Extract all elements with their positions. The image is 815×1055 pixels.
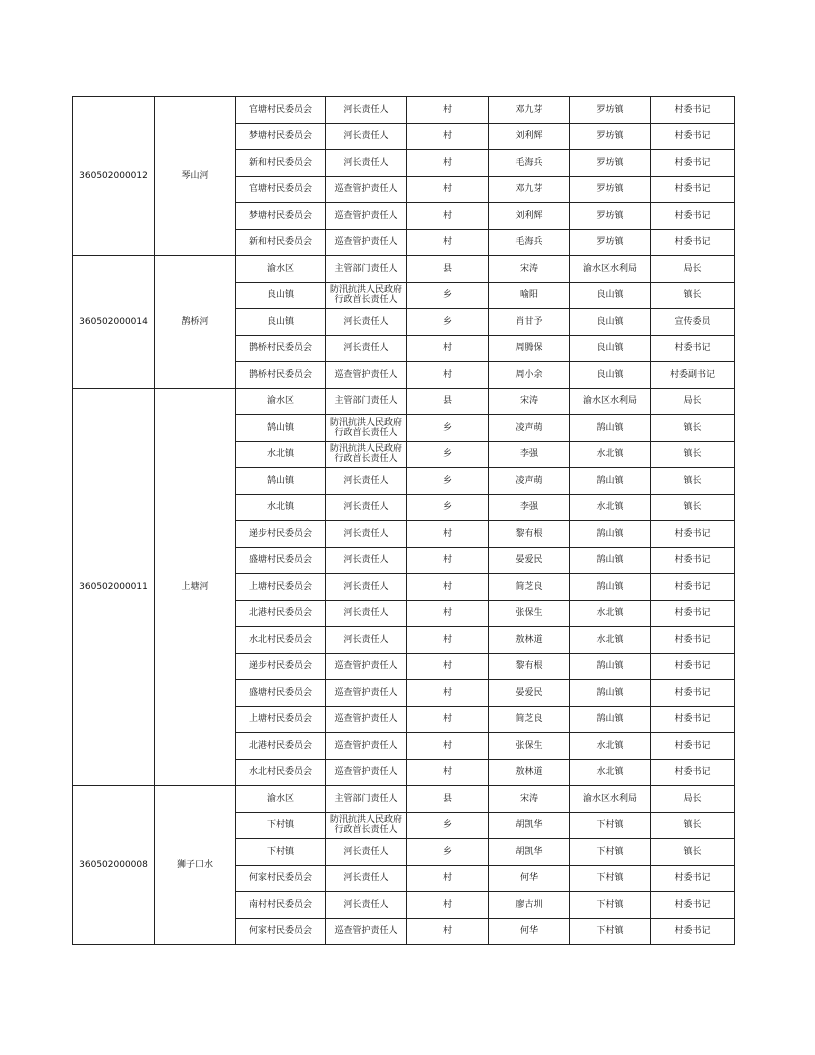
unit-cell: 鹄山镇 [570, 653, 651, 680]
role-cell: 巡查管护责任人 [326, 362, 407, 389]
unit-cell: 罗坊镇 [570, 203, 651, 230]
unit-cell: 罗坊镇 [570, 176, 651, 203]
level-cell: 村 [407, 680, 489, 707]
role-cell: 河长责任人 [326, 150, 407, 177]
role-cell: 巡查管护责任人 [326, 653, 407, 680]
level-cell: 村 [407, 892, 489, 919]
position-cell: 镇长 [651, 441, 735, 468]
village-cell: 官塘村民委员会 [236, 97, 326, 124]
village-cell: 水北镇 [236, 494, 326, 521]
role-cell: 河长责任人 [326, 521, 407, 548]
unit-cell: 良山镇 [570, 362, 651, 389]
person-cell: 敖林道 [489, 759, 570, 786]
level-cell: 乡 [407, 441, 489, 468]
village-cell: 上塘村民委员会 [236, 574, 326, 601]
table-body [73, 97, 735, 945]
village-cell: 北港村民委员会 [236, 600, 326, 627]
unit-cell: 鹄山镇 [570, 521, 651, 548]
river-chief-table [72, 96, 735, 945]
village-cell: 鹄山镇 [236, 468, 326, 495]
village-cell: 鹄山镇 [236, 415, 326, 442]
level-cell: 村 [407, 600, 489, 627]
role-cell: 防汛抗洪人民政府行政首长责任人 [326, 415, 407, 442]
person-cell: 简芝良 [489, 706, 570, 733]
table-row [73, 97, 735, 124]
role-cell: 巡查管护责任人 [326, 229, 407, 256]
person-cell: 肖甘予 [489, 309, 570, 336]
village-cell: 渝水区 [236, 256, 326, 283]
person-cell: 胡凯华 [489, 812, 570, 839]
unit-cell: 水北镇 [570, 494, 651, 521]
role-cell: 河长责任人 [326, 600, 407, 627]
position-cell: 村委书记 [651, 733, 735, 760]
unit-cell: 罗坊镇 [570, 229, 651, 256]
village-cell: 下村镇 [236, 839, 326, 866]
unit-cell: 下村镇 [570, 892, 651, 919]
position-cell: 村委书记 [651, 653, 735, 680]
person-cell: 周小余 [489, 362, 570, 389]
unit-cell: 罗坊镇 [570, 150, 651, 177]
position-cell: 镇长 [651, 282, 735, 309]
position-cell: 村委书记 [651, 176, 735, 203]
village-cell: 盛塘村民委员会 [236, 680, 326, 707]
unit-cell: 罗坊镇 [570, 123, 651, 150]
person-cell: 毛海兵 [489, 150, 570, 177]
role-cell: 河长责任人 [326, 468, 407, 495]
river-name-cell: 琴山河 [155, 97, 236, 256]
person-cell: 张保生 [489, 600, 570, 627]
role-cell: 河长责任人 [326, 547, 407, 574]
river-name-cell: 上塘河 [155, 388, 236, 786]
role-cell: 河长责任人 [326, 494, 407, 521]
level-cell: 村 [407, 547, 489, 574]
person-cell: 晏爱民 [489, 680, 570, 707]
unit-cell: 渝水区水利局 [570, 256, 651, 283]
position-cell: 村委书记 [651, 680, 735, 707]
level-cell: 县 [407, 256, 489, 283]
person-cell: 李强 [489, 441, 570, 468]
position-cell: 镇长 [651, 415, 735, 442]
role-cell: 防汛抗洪人民政府行政首长责任人 [326, 441, 407, 468]
role-cell: 河长责任人 [326, 97, 407, 124]
unit-cell: 水北镇 [570, 627, 651, 654]
village-cell: 南村村民委员会 [236, 892, 326, 919]
role-cell: 巡查管护责任人 [326, 680, 407, 707]
role-cell: 河长责任人 [326, 839, 407, 866]
level-cell: 村 [407, 759, 489, 786]
level-cell: 乡 [407, 839, 489, 866]
position-cell: 局长 [651, 786, 735, 813]
unit-cell: 良山镇 [570, 335, 651, 362]
level-cell: 乡 [407, 282, 489, 309]
position-cell: 村委书记 [651, 865, 735, 892]
role-cell: 防汛抗洪人民政府行政首长责任人 [326, 282, 407, 309]
unit-cell: 渝水区水利局 [570, 786, 651, 813]
unit-cell: 水北镇 [570, 441, 651, 468]
position-cell: 镇长 [651, 812, 735, 839]
village-cell: 梦塘村民委员会 [236, 123, 326, 150]
position-cell: 村委书记 [651, 97, 735, 124]
level-cell: 乡 [407, 415, 489, 442]
unit-cell: 良山镇 [570, 309, 651, 336]
village-cell: 鹊桥村民委员会 [236, 335, 326, 362]
position-cell: 村委书记 [651, 123, 735, 150]
level-cell: 乡 [407, 309, 489, 336]
position-cell: 村委书记 [651, 574, 735, 601]
position-cell: 村委书记 [651, 706, 735, 733]
village-cell: 官塘村民委员会 [236, 176, 326, 203]
unit-cell: 水北镇 [570, 600, 651, 627]
unit-cell: 鹄山镇 [570, 706, 651, 733]
unit-cell: 良山镇 [570, 282, 651, 309]
position-cell: 村委书记 [651, 229, 735, 256]
level-cell: 乡 [407, 812, 489, 839]
unit-cell: 水北镇 [570, 733, 651, 760]
village-cell: 何家村民委员会 [236, 918, 326, 945]
person-cell: 黎有根 [489, 653, 570, 680]
person-cell: 黎有根 [489, 521, 570, 548]
person-cell: 宋涛 [489, 388, 570, 415]
person-cell: 喻阳 [489, 282, 570, 309]
position-cell: 局长 [651, 388, 735, 415]
village-cell: 递步村民委员会 [236, 653, 326, 680]
unit-cell: 鹄山镇 [570, 468, 651, 495]
village-cell: 下村镇 [236, 812, 326, 839]
person-cell: 张保生 [489, 733, 570, 760]
unit-cell: 鹄山镇 [570, 574, 651, 601]
position-cell: 镇长 [651, 494, 735, 521]
position-cell: 村委书记 [651, 150, 735, 177]
position-cell: 局长 [651, 256, 735, 283]
village-cell: 梦塘村民委员会 [236, 203, 326, 230]
person-cell: 何华 [489, 918, 570, 945]
role-cell: 防汛抗洪人民政府行政首长责任人 [326, 812, 407, 839]
level-cell: 村 [407, 176, 489, 203]
unit-cell: 渝水区水利局 [570, 388, 651, 415]
person-cell: 邓九芽 [489, 176, 570, 203]
village-cell: 上塘村民委员会 [236, 706, 326, 733]
river-code-cell: 360502000012 [73, 97, 155, 256]
unit-cell: 下村镇 [570, 918, 651, 945]
role-cell: 主管部门责任人 [326, 256, 407, 283]
person-cell: 廖古圳 [489, 892, 570, 919]
level-cell: 村 [407, 733, 489, 760]
position-cell: 村委副书记 [651, 362, 735, 389]
person-cell: 凌声萌 [489, 415, 570, 442]
person-cell: 刘利辉 [489, 123, 570, 150]
table-row [73, 256, 735, 283]
level-cell: 村 [407, 335, 489, 362]
position-cell: 村委书记 [651, 203, 735, 230]
level-cell: 县 [407, 388, 489, 415]
village-cell: 良山镇 [236, 309, 326, 336]
role-cell: 主管部门责任人 [326, 786, 407, 813]
person-cell: 邓九芽 [489, 97, 570, 124]
table-row [73, 786, 735, 813]
person-cell: 宋涛 [489, 786, 570, 813]
position-cell: 村委书记 [651, 627, 735, 654]
level-cell: 村 [407, 150, 489, 177]
level-cell: 村 [407, 653, 489, 680]
unit-cell: 下村镇 [570, 865, 651, 892]
role-cell: 巡查管护责任人 [326, 176, 407, 203]
person-cell: 李强 [489, 494, 570, 521]
village-cell: 良山镇 [236, 282, 326, 309]
level-cell: 村 [407, 123, 489, 150]
level-cell: 村 [407, 362, 489, 389]
level-cell: 村 [407, 229, 489, 256]
village-cell: 新和村民委员会 [236, 150, 326, 177]
level-cell: 村 [407, 918, 489, 945]
person-cell: 凌声萌 [489, 468, 570, 495]
person-cell: 周腾保 [489, 335, 570, 362]
position-cell: 村委书记 [651, 547, 735, 574]
person-cell: 宋涛 [489, 256, 570, 283]
level-cell: 县 [407, 786, 489, 813]
person-cell: 简芝良 [489, 574, 570, 601]
table-row [73, 388, 735, 415]
role-cell: 巡查管护责任人 [326, 706, 407, 733]
level-cell: 村 [407, 627, 489, 654]
unit-cell: 鹄山镇 [570, 415, 651, 442]
position-cell: 村委书记 [651, 918, 735, 945]
person-cell: 毛海兵 [489, 229, 570, 256]
village-cell: 水北村民委员会 [236, 627, 326, 654]
role-cell: 河长责任人 [326, 865, 407, 892]
position-cell: 村委书记 [651, 600, 735, 627]
level-cell: 村 [407, 865, 489, 892]
position-cell: 村委书记 [651, 521, 735, 548]
village-cell: 何家村民委员会 [236, 865, 326, 892]
position-cell: 村委书记 [651, 892, 735, 919]
village-cell: 北港村民委员会 [236, 733, 326, 760]
unit-cell: 鹄山镇 [570, 547, 651, 574]
person-cell: 胡凯华 [489, 839, 570, 866]
unit-cell: 鹄山镇 [570, 680, 651, 707]
person-cell: 敖林道 [489, 627, 570, 654]
unit-cell: 水北镇 [570, 759, 651, 786]
village-cell: 新和村民委员会 [236, 229, 326, 256]
river-code-cell: 360502000011 [73, 388, 155, 786]
level-cell: 村 [407, 203, 489, 230]
village-cell: 渝水区 [236, 388, 326, 415]
person-cell: 刘利辉 [489, 203, 570, 230]
position-cell: 镇长 [651, 839, 735, 866]
role-cell: 巡查管护责任人 [326, 733, 407, 760]
village-cell: 盛塘村民委员会 [236, 547, 326, 574]
role-cell: 河长责任人 [326, 335, 407, 362]
level-cell: 村 [407, 574, 489, 601]
level-cell: 村 [407, 521, 489, 548]
unit-cell: 下村镇 [570, 812, 651, 839]
river-name-cell: 鹊桥河 [155, 256, 236, 389]
position-cell: 宣传委员 [651, 309, 735, 336]
position-cell: 村委书记 [651, 759, 735, 786]
role-cell: 河长责任人 [326, 574, 407, 601]
role-cell: 巡查管护责任人 [326, 759, 407, 786]
river-code-cell: 360502000008 [73, 786, 155, 945]
role-cell: 巡查管护责任人 [326, 918, 407, 945]
unit-cell: 下村镇 [570, 839, 651, 866]
position-cell: 镇长 [651, 468, 735, 495]
level-cell: 乡 [407, 468, 489, 495]
village-cell: 鹊桥村民委员会 [236, 362, 326, 389]
role-cell: 河长责任人 [326, 123, 407, 150]
level-cell: 村 [407, 706, 489, 733]
village-cell: 水北镇 [236, 441, 326, 468]
person-cell: 何华 [489, 865, 570, 892]
unit-cell: 罗坊镇 [570, 97, 651, 124]
role-cell: 河长责任人 [326, 627, 407, 654]
role-cell: 主管部门责任人 [326, 388, 407, 415]
village-cell: 渝水区 [236, 786, 326, 813]
village-cell: 递步村民委员会 [236, 521, 326, 548]
level-cell: 村 [407, 97, 489, 124]
level-cell: 乡 [407, 494, 489, 521]
river-code-cell: 360502000014 [73, 256, 155, 389]
village-cell: 水北村民委员会 [236, 759, 326, 786]
river-name-cell: 狮子口水 [155, 786, 236, 945]
role-cell: 河长责任人 [326, 892, 407, 919]
role-cell: 巡查管护责任人 [326, 203, 407, 230]
role-cell: 河长责任人 [326, 309, 407, 336]
position-cell: 村委书记 [651, 335, 735, 362]
person-cell: 晏爱民 [489, 547, 570, 574]
